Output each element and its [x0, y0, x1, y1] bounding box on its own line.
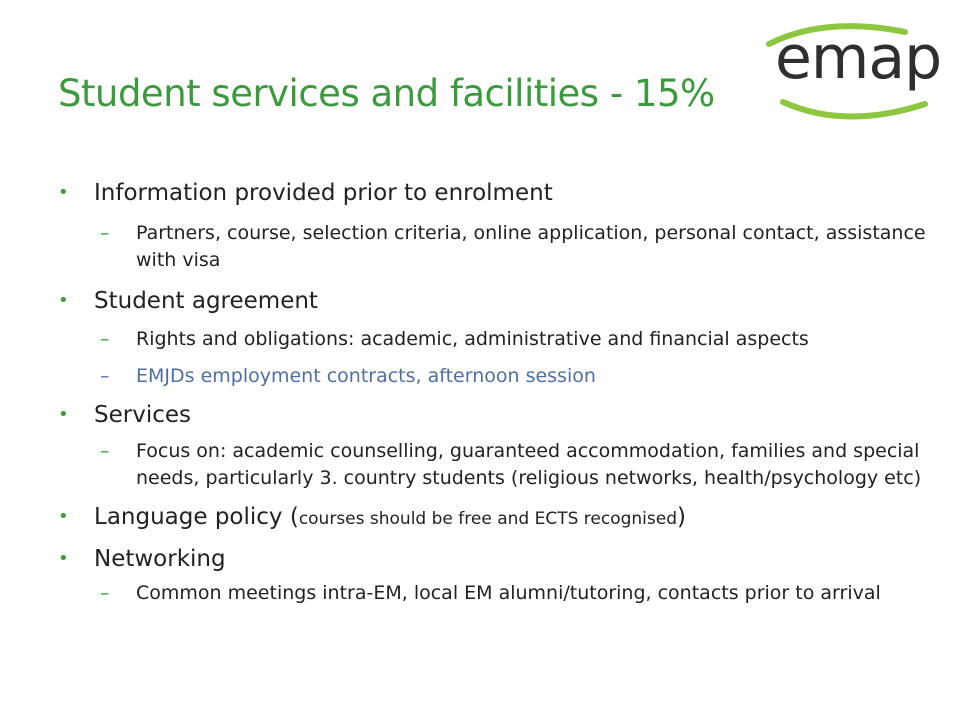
dash-icon: – — [100, 222, 110, 244]
bullet-dot-icon: • — [58, 506, 69, 527]
bullet-text: Student agreement — [94, 288, 318, 314]
sub-bullet-networking — [58, 580, 928, 607]
sub-bullet-services — [58, 438, 928, 492]
dash-icon: – — [100, 440, 110, 462]
bullet-language-policy — [58, 502, 928, 534]
bullet-dot-icon: • — [58, 290, 69, 311]
slide-title: Student services and facilities - 15% — [58, 72, 715, 115]
bullet-text-small: courses should be free and ECTS recognised — [298, 509, 677, 529]
bullet-dot-icon: • — [58, 548, 69, 569]
bullet-networking — [58, 544, 928, 574]
sub-bullet-emjds — [58, 363, 928, 390]
bullet-dot-icon: • — [58, 404, 69, 425]
bullet-text: Networking — [94, 546, 226, 572]
sub-bullet-information — [58, 220, 928, 274]
sub-bullet-text: Partners, course, selection criteria, online application, personal contact, assistance with visa — [136, 222, 926, 271]
bullet-text: Services — [94, 402, 191, 428]
bullet-student-agreement — [58, 286, 928, 316]
bullet-text-main: Language policy ( — [94, 504, 299, 530]
sub-bullet-text: EMJDs employment contracts, afternoon session — [136, 365, 596, 387]
dash-icon: – — [100, 365, 110, 387]
bullet-text-end: ) — [677, 504, 686, 530]
emap-logo — [755, 22, 940, 122]
bullet-information — [58, 178, 928, 208]
sub-bullet-text: Rights and obligations: academic, administrative and financial aspects — [136, 328, 809, 350]
sub-bullet-text: Focus on: academic counselling, guaranteed accommodation, families and special needs, particularly 3. country students (religious networks, health/psychology etc) — [136, 440, 922, 489]
bullet-services — [58, 400, 928, 430]
logo-text: emap — [775, 23, 942, 93]
dash-icon: – — [100, 328, 110, 350]
bullet-list — [58, 178, 928, 607]
dash-icon: – — [100, 582, 110, 604]
sub-bullet-text: Common meetings intra-EM, local EM alumni/tutoring, contacts prior to arrival — [136, 582, 881, 604]
bullet-text: Information provided prior to enrolment — [94, 180, 553, 206]
bullet-dot-icon: • — [58, 182, 69, 203]
sub-bullet-rights — [58, 326, 928, 353]
